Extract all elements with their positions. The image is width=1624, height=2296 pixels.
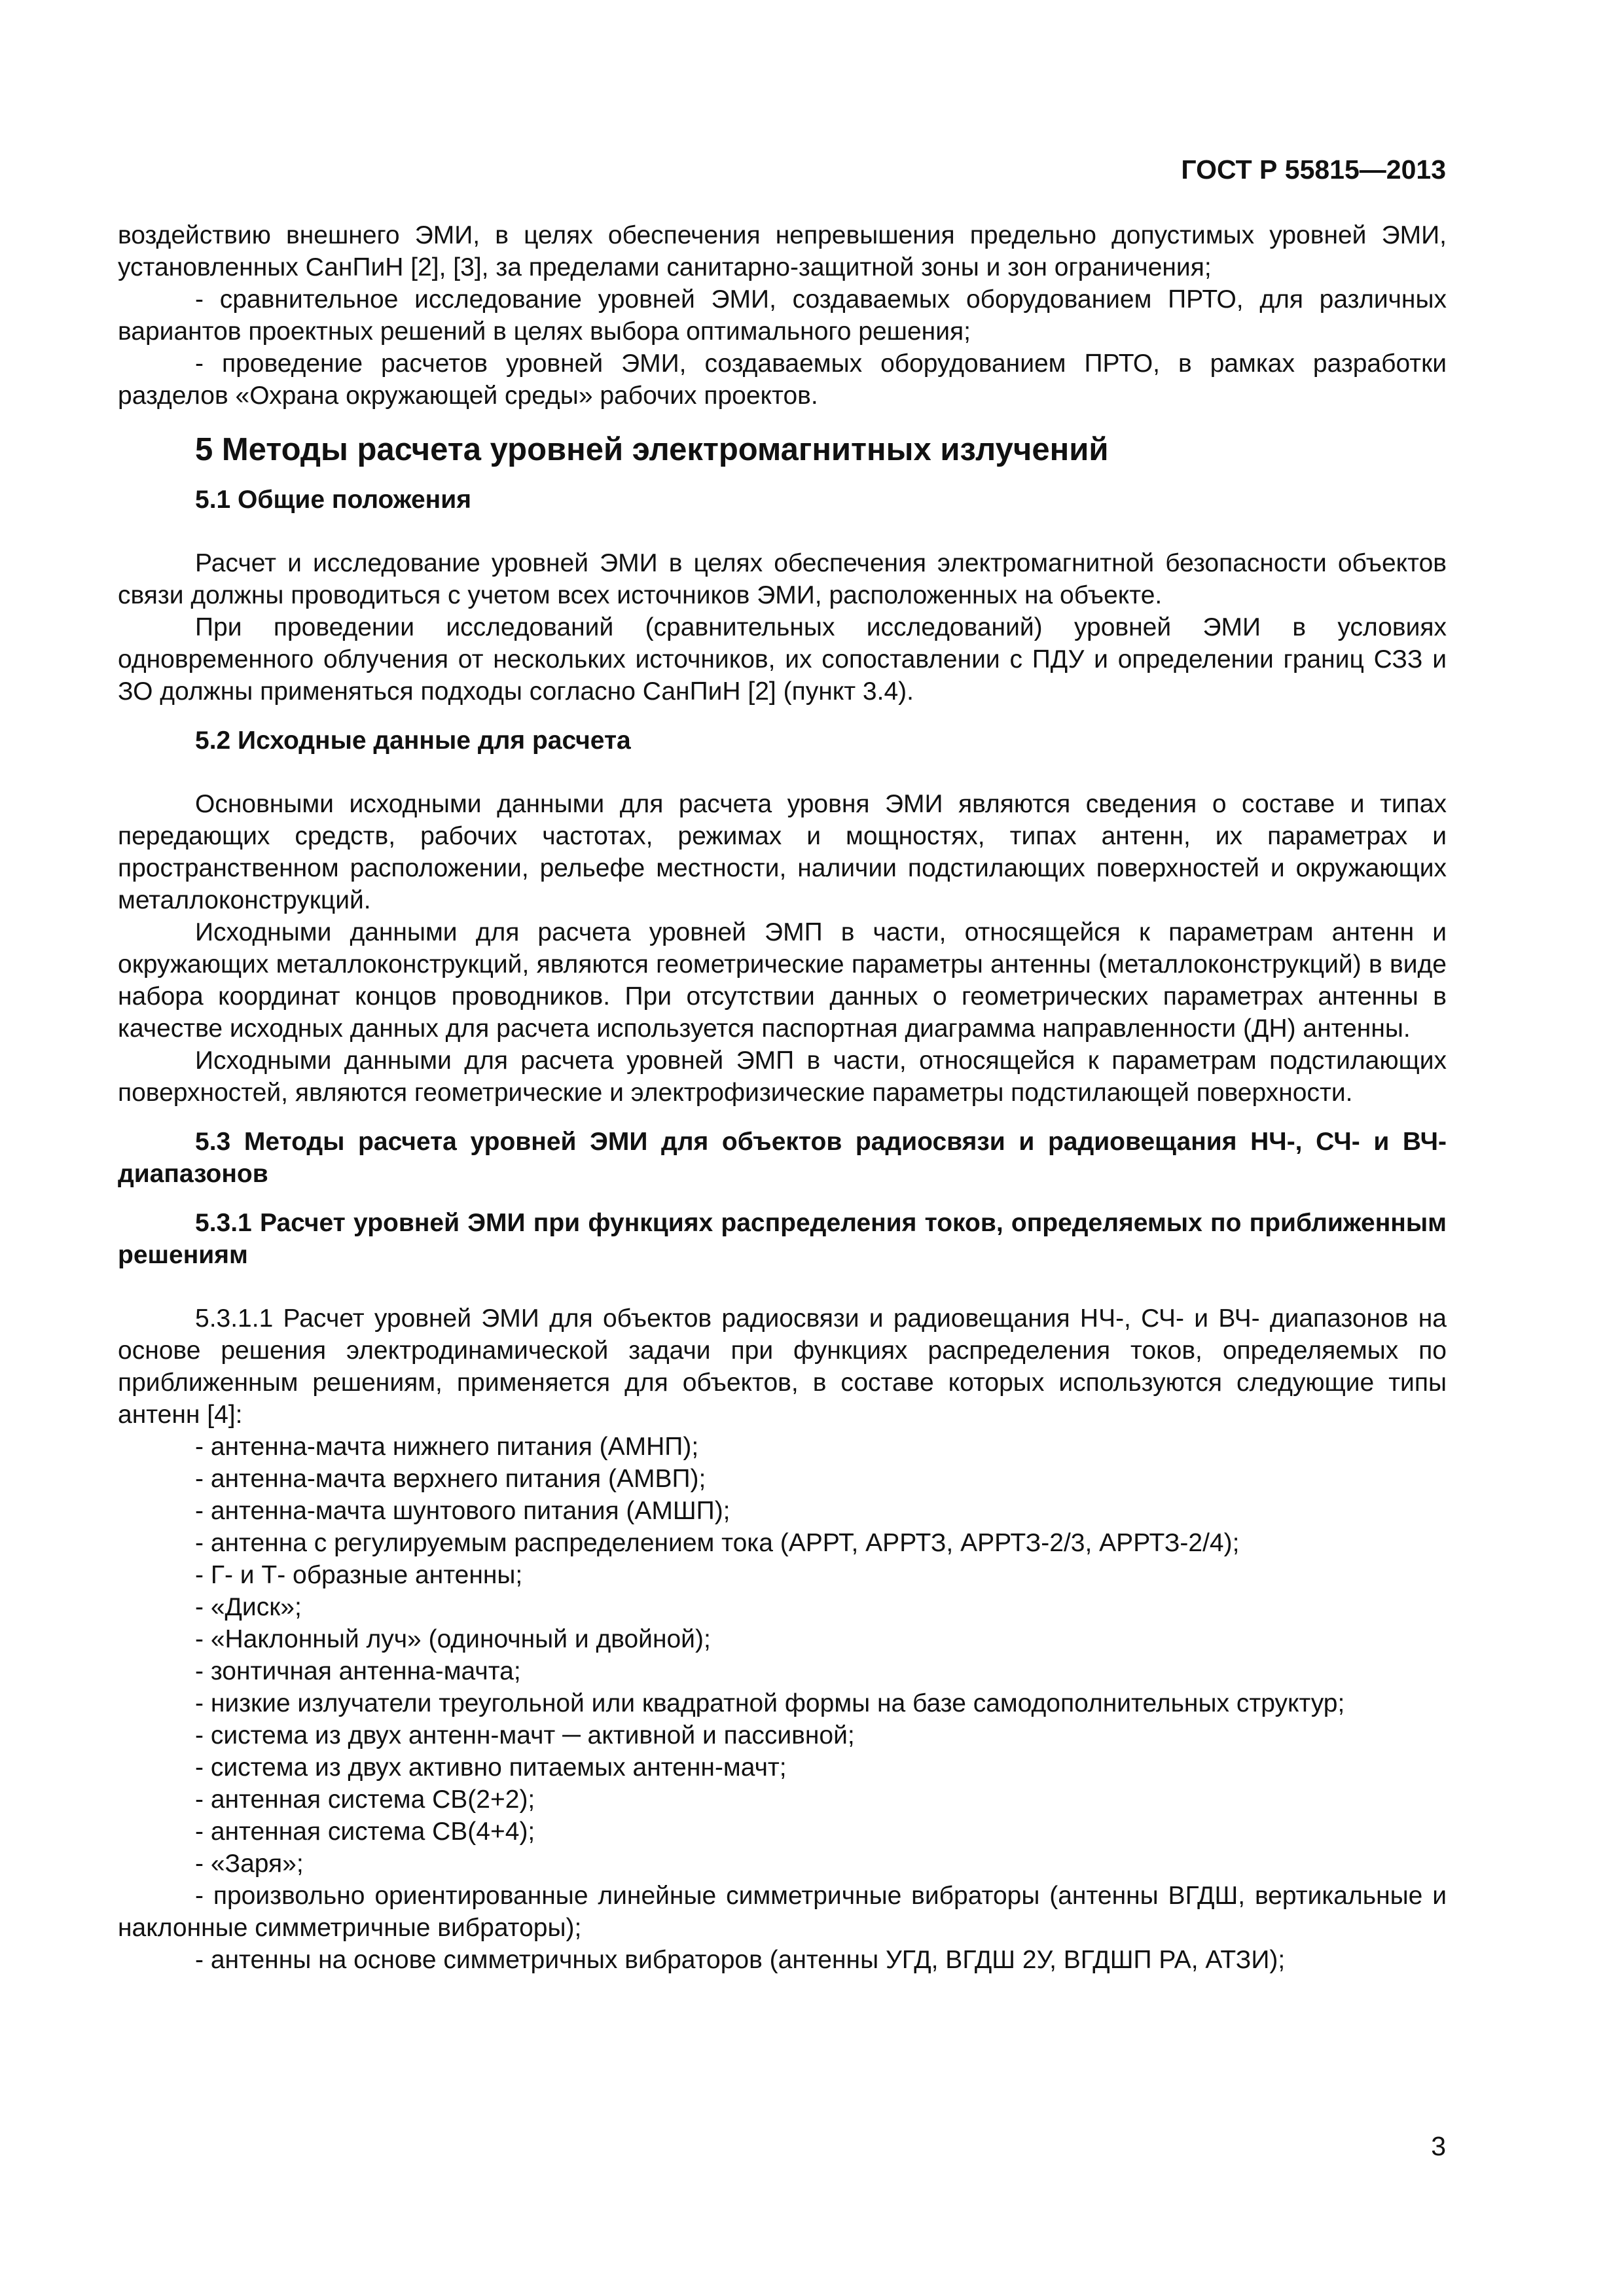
intro-paragraph: воздействию внешнего ЭМИ, в целях обеспечения непревышения предельно допустимых уровней ЭМИ, установленных СанПиН [2], [3], за пределами санитарно-защитной зоны и зон ограничения; <box>118 221 1447 281</box>
list-item: - антенная система СВ(2+2); <box>195 1785 535 1814</box>
list-item: - зонтичная антенна-мачта; <box>195 1657 521 1685</box>
list-item: - антенна-мачта шунтового питания (АМШП); <box>195 1497 731 1525</box>
list-item: - система из двух активно питаемых антенн-мачт; <box>195 1753 787 1782</box>
list-item: - антенны на основе симметричных вибраторов (антенны УГД, ВГДШ 2У, ВГДШП РА, АТЗИ); <box>195 1946 1286 1974</box>
antenna-types-list <box>118 1431 1447 1976</box>
list-item: - «Заря»; <box>195 1850 304 1878</box>
intro-paragraph: - проведение расчетов уровней ЭМИ, создаваемых оборудованием ПРТО, в рамках разработки разделов «Охрана окружающей среды» рабочих проектов. <box>118 350 1447 410</box>
intro-paragraph: - сравнительное исследование уровней ЭМИ, создаваемых оборудованием ПРТО, для различных вариантов проектных решений в целях выбора оптимального решения; <box>118 285 1447 346</box>
list-item: - «Наклонный луч» (одиночный и двойной); <box>195 1625 711 1653</box>
list-item: - антенна с регулируемым распределением тока (АРРТ, АРРТЗ, АРРТЗ-2/3, АРРТЗ-2/4); <box>195 1529 1240 1557</box>
list-item: - система из двух антенн-мачт ─ активной и пассивной; <box>195 1721 855 1749</box>
list-item: - антенная система СВ(4+4); <box>195 1818 535 1846</box>
section-5-1-heading: 5.1 Общие положения <box>195 486 471 514</box>
list-item: - антенна-мачта нижнего питания (АМНП); <box>195 1433 699 1461</box>
page-number: 3 <box>1431 2131 1446 2161</box>
section-5-2-paragraph: Исходными данными для расчета уровней ЭМП в части, относящейся к параметрам подстилающих поверхностей, являются геометрические и электрофизические параметры подстилающей поверхности. <box>118 1047 1447 1107</box>
list-item: - низкие излучатели треугольной или квадратной формы на базе самодополнительных структур; <box>195 1689 1345 1717</box>
list-item: - Г- и Т- образные антенны; <box>195 1561 523 1589</box>
section-5-1-paragraph: Расчет и исследование уровней ЭМИ в целях обеспечения электромагнитной безопасности объектов связи должны проводиться с учетом всех источников ЭМИ, расположенных на объекте. <box>118 549 1447 609</box>
list-item: - «Диск»; <box>195 1593 302 1621</box>
document-body <box>118 219 1447 1976</box>
section-5-3-1-1-paragraph: 5.3.1.1 Расчет уровней ЭМИ для объектов радиосвязи и радиовещания НЧ-, СЧ- и ВЧ- диапазонов на основе решения электродинамической задачи при функциях распределения токов, определяемых по приближенным решениям, применяется для объектов, в составе которых используются следующие типы антенн [4]: <box>118 1304 1447 1429</box>
section-5-1-paragraph: При проведении исследований (сравнительных исследований) уровней ЭМИ в условиях одновременного облучения от нескольких источников, их сопоставлении с ПДУ и определении границ СЗЗ и ЗО должны применяться подходы согласно СанПиН [2] (пункт 3.4). <box>118 613 1447 706</box>
section-5-3-1-heading: 5.3.1 Расчет уровней ЭМИ при функциях распределения токов, определяемых по приближенным решениям <box>118 1209 1447 1269</box>
section-5-3-heading: 5.3 Методы расчета уровней ЭМИ для объектов радиосвязи и радиовещания НЧ-, СЧ- и ВЧ- диапазонов <box>118 1128 1447 1188</box>
section-5-2-heading: 5.2 Исходные данные для расчета <box>195 726 631 755</box>
section-5-heading: 5 Методы расчета уровней электромагнитных излучений <box>195 432 1109 467</box>
section-5-2-paragraph: Исходными данными для расчета уровней ЭМП в части, относящейся к параметрам антенн и окружающих металлоконструкций, являются геометрические параметры антенны (металлоконструкций) в виде набора координат концов проводников. При отсутствии данных о геометрических параметрах антенны в качестве исходных данных для расчета используется паспортная диаграмма направленности (ДН) антенны. <box>118 918 1447 1043</box>
document-id-header: ГОСТ Р 55815—2013 <box>1181 154 1446 185</box>
section-5-2-paragraph: Основными исходными данными для расчета уровня ЭМИ являются сведения о составе и типах передающих средств, рабочих частотах, режимах и мощностях, типах антенн, их параметрах и пространственном расположении, рельефе местности, наличии подстилающих поверхностей и окружающих металлоконструкций. <box>118 790 1447 914</box>
list-item: - антенна-мачта верхнего питания (АМВП); <box>195 1465 706 1493</box>
list-item: - произвольно ориентированные линейные симметричные вибраторы (антенны ВГДШ, вертикальные и наклонные симметричные вибраторы); <box>118 1882 1447 1942</box>
